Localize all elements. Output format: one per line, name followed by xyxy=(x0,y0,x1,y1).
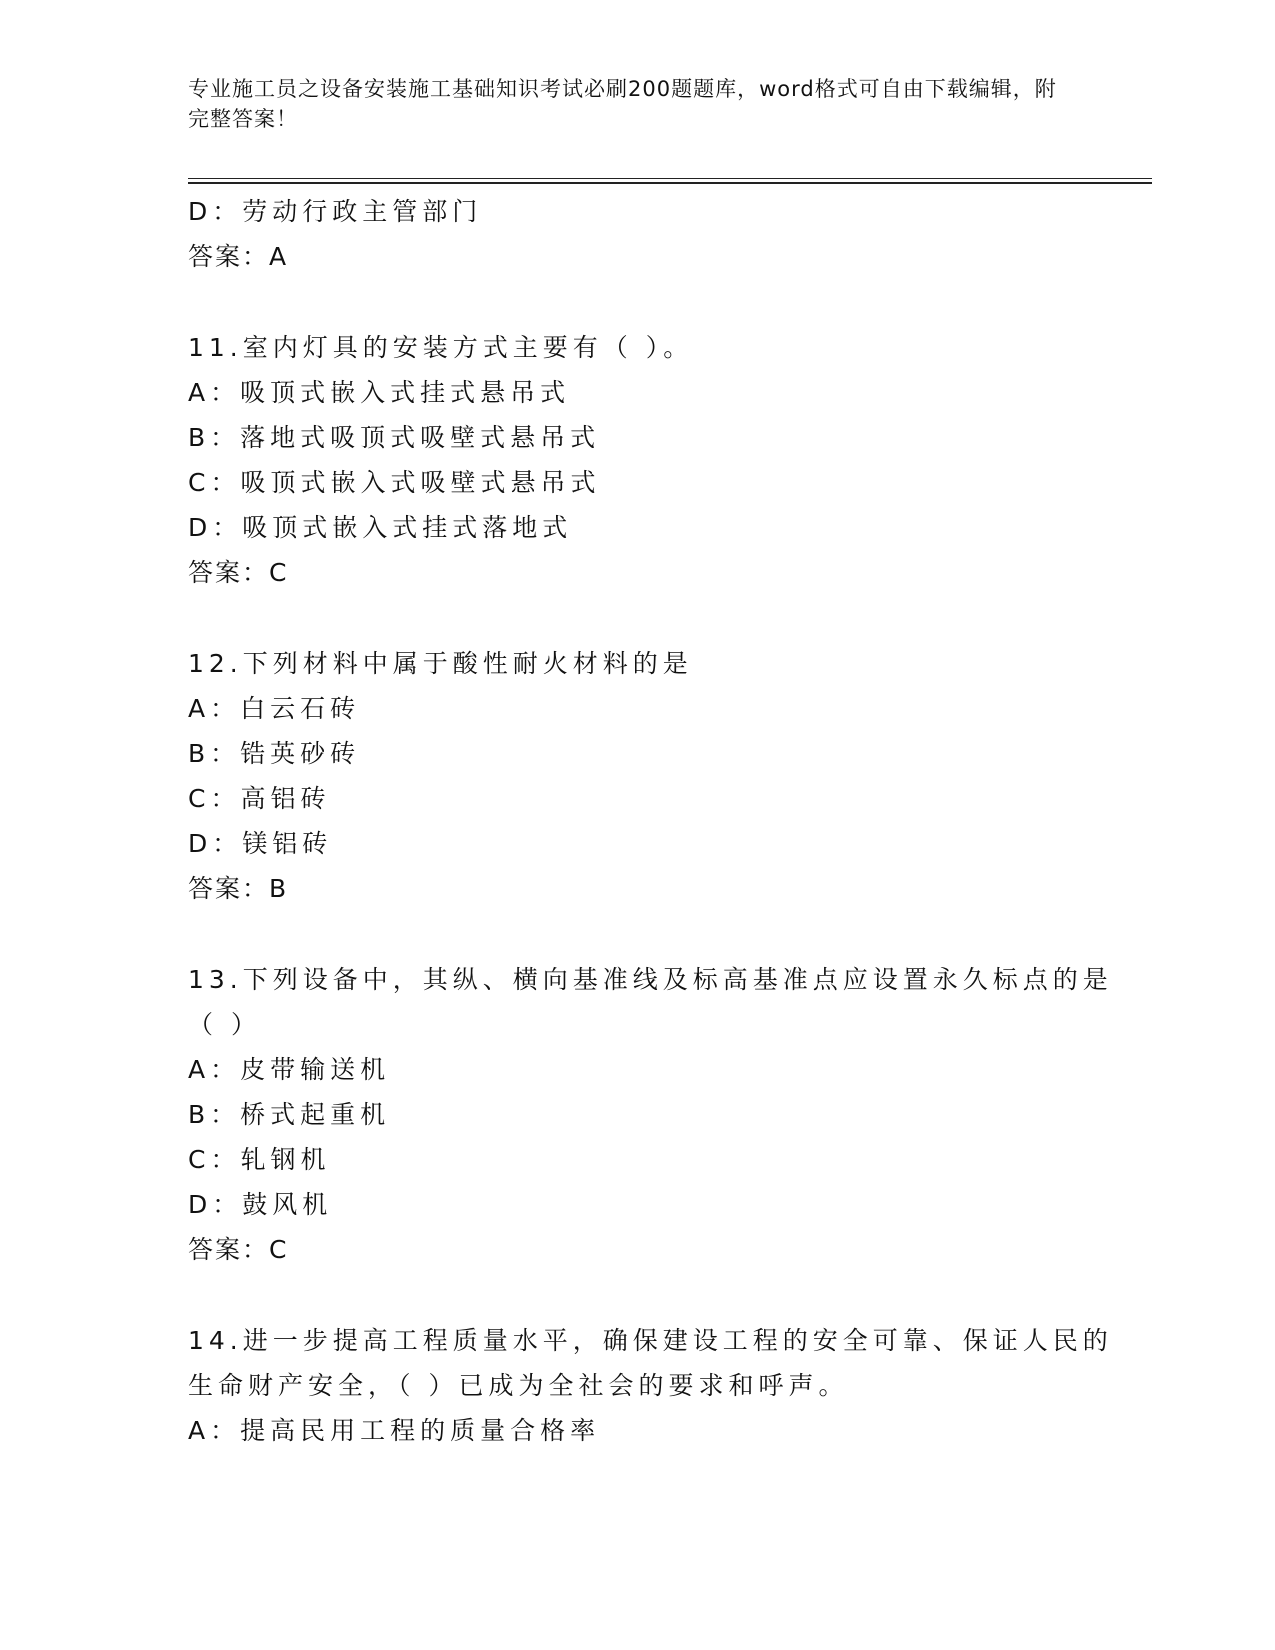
question-text-line2: 生命财产安全，（ ）已成为全社会的要求和呼声。 xyxy=(188,1371,849,1400)
question-12 xyxy=(188,641,1088,911)
answer: 答案：A xyxy=(188,242,289,271)
option-c: C：轧钢机 xyxy=(188,1145,331,1174)
answer: 答案：C xyxy=(188,558,289,587)
spacer xyxy=(188,1272,1088,1318)
question-14 xyxy=(188,1318,1113,1453)
header-divider-thin xyxy=(188,178,1152,179)
question-13 xyxy=(188,957,1113,1272)
option-a: A：提高民用工程的质量合格率 xyxy=(188,1416,601,1445)
option-d: D：吸顶式嵌入式挂式落地式 xyxy=(188,513,573,542)
question-text-line1: 14.进一步提高工程质量水平，确保建设工程的安全可靠、保证人民的 xyxy=(188,1326,1113,1355)
option-d: D：鼓风机 xyxy=(188,1190,333,1219)
question-11 xyxy=(188,325,1088,595)
answer: 答案：C xyxy=(188,1235,289,1264)
option-a: A：白云石砖 xyxy=(188,694,361,723)
answer: 答案：B xyxy=(188,874,289,903)
question-content xyxy=(188,189,1113,1453)
question-text-line2: （ ） xyxy=(188,1010,261,1039)
option-b: B：锆英砂砖 xyxy=(188,739,361,768)
option-b: B：桥式起重机 xyxy=(188,1100,391,1129)
option-c: C：吸顶式嵌入式吸壁式悬吊式 xyxy=(188,468,601,497)
spacer xyxy=(188,911,1088,957)
option-d: D：镁铝砖 xyxy=(188,829,333,858)
question-text: 11.室内灯具的安装方式主要有（ ）。 xyxy=(188,333,694,362)
option-a: A：皮带输送机 xyxy=(188,1055,391,1084)
header-text: 专业施工员之设备安装施工基础知识考试必刷200题题库，word格式可自由下载编辑，附完整答案！ xyxy=(188,77,1057,131)
option-a: A：吸顶式嵌入式挂式悬吊式 xyxy=(188,378,571,407)
option-d: D：劳动行政主管部门 xyxy=(188,197,483,226)
spacer xyxy=(188,595,1088,641)
header-divider-thick xyxy=(188,182,1152,184)
spacer xyxy=(188,279,1088,325)
option-c: C：高铝砖 xyxy=(188,784,331,813)
option-b: B：落地式吸顶式吸壁式悬吊式 xyxy=(188,423,601,452)
document-header xyxy=(188,74,1068,134)
question-text: 12.下列材料中属于酸性耐火材料的是 xyxy=(188,649,693,678)
question-text-line1: 13.下列设备中，其纵、横向基准线及标高基准点应设置永久标点的是 xyxy=(188,965,1113,994)
